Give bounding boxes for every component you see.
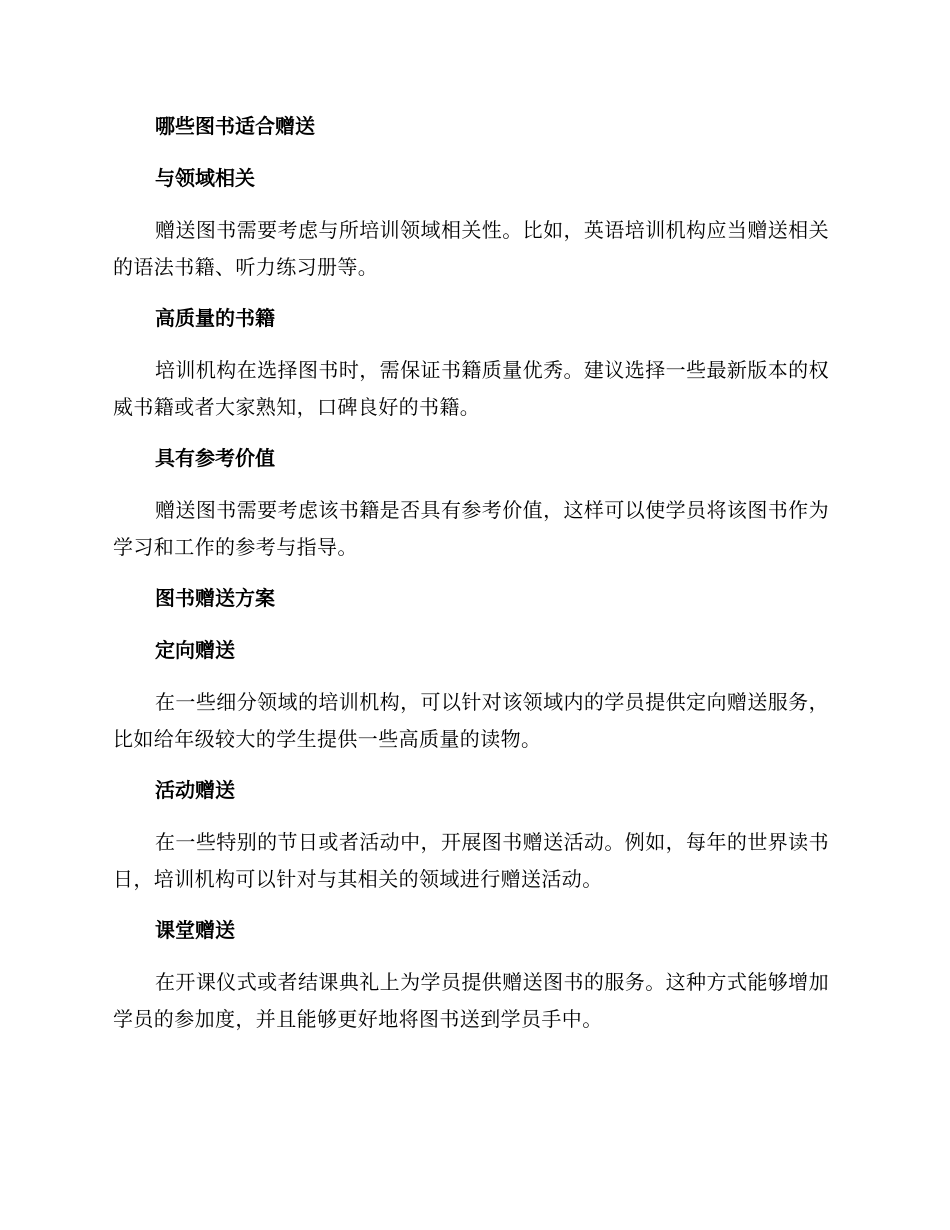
- subheading-reference-value: 具有参考价值: [155, 446, 275, 470]
- paragraph-domain-related: 赠送图书需要考虑与所培训领域相关性。比如，英语培训机构应当赠送相关的语法书籍、听力练习册等。: [113, 218, 829, 279]
- paragraph-event: 在一些特别的节日或者活动中，开展图书赠送活动。例如，每年的世界读书日，培训机构可以针对与其相关的领域进行赠送活动。: [113, 830, 829, 891]
- subheading-classroom: 课堂赠送: [155, 918, 235, 942]
- subheading-event: 活动赠送: [155, 778, 235, 802]
- paragraph-high-quality: 培训机构在选择图书时，需保证书籍质量优秀。建议选择一些最新版本的权威书籍或者大家熟知，口碑良好的书籍。: [113, 358, 829, 419]
- section-heading-plans: 图书赠送方案: [155, 586, 275, 610]
- subheading-targeted: 定向赠送: [155, 638, 235, 662]
- paragraph-reference-value: 赠送图书需要考虑该书籍是否具有参考价值，这样可以使学员将该图书作为学习和工作的参考与指导。: [113, 498, 829, 559]
- document-page: [113, 108, 829, 1052]
- section-heading-main: 哪些图书适合赠送: [155, 114, 315, 138]
- subheading-high-quality: 高质量的书籍: [155, 306, 275, 330]
- subheading-domain-related: 与领域相关: [155, 166, 255, 190]
- paragraph-classroom: 在开课仪式或者结课典礼上为学员提供赠送图书的服务。这种方式能够增加学员的参加度，并且能够更好地将图书送到学员手中。: [113, 970, 829, 1031]
- paragraph-targeted: 在一些细分领域的培训机构，可以针对该领域内的学员提供定向赠送服务，比如给年级较大的学生提供一些高质量的读物。: [113, 690, 829, 751]
